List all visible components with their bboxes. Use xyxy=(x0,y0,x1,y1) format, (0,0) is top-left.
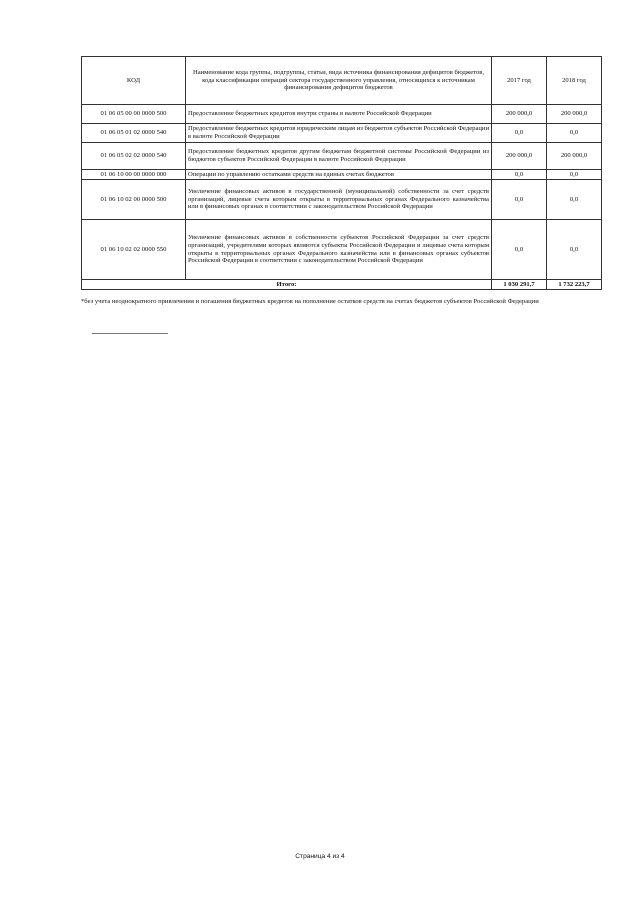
row-code: 01 06 05 02 02 0000 540 xyxy=(82,143,186,170)
row-value-2017: 0,0 xyxy=(492,124,547,143)
table-row xyxy=(82,180,602,220)
footnote: *без учета неоднократного привлечения и погашения бюджетных кредитов на пополнение остатков средств на счетах бюджетов субъектов Российской Федерации xyxy=(81,298,539,305)
row-value-2018: 0,0 xyxy=(547,220,602,280)
row-code: 01 06 05 01 02 0000 540 xyxy=(82,124,186,143)
row-value-2018: 0,0 xyxy=(547,180,602,220)
total-row xyxy=(82,280,602,290)
row-value-2017: 200 000,0 xyxy=(492,105,547,124)
table-row xyxy=(82,124,602,143)
row-name: Увеличение финансовых активов в государственной (муниципальной) собственности за счет средств организаций, лицевые счета которым открыты в территориальных органах Федерального казначейства или в финансовых органах в соответствии с законодательством Российской Федерации xyxy=(186,180,492,220)
total-value-2018: 1 732 223,7 xyxy=(547,280,602,290)
header-name: Наименование кода группы, подгруппы, статьи, вида источника финансирования дефицитов бюджетов, кода классификации операций сектора государственного управления, относящихся к источникам финансирования дефицитов бюджетов xyxy=(186,57,492,105)
budget-sources-table xyxy=(81,56,602,290)
row-code: 01 06 10 02 02 0000 550 xyxy=(82,220,186,280)
table-row xyxy=(82,220,602,280)
table-row xyxy=(82,170,602,180)
page-number: Страница 4 из 4 xyxy=(295,853,345,860)
row-value-2017: 0,0 xyxy=(492,180,547,220)
header-code: КОД xyxy=(82,57,186,105)
row-name: Увеличение финансовых активов в собственности субъектов Российской Федерации за счет средств организаций, учредителями которых являются субъекты Российской Федерации и лицевые счета которым открыты в территориальных органах Федерального казначейства или в финансовых органах субъектов Российской Федерации в соответствии с законодательством Российской Федерации xyxy=(186,220,492,280)
header-2017: 2017 год xyxy=(492,57,547,105)
row-value-2018: 200 000,0 xyxy=(547,143,602,170)
table-header-row xyxy=(82,57,602,105)
header-2018: 2018 год xyxy=(547,57,602,105)
total-label: Итого: xyxy=(82,280,492,290)
row-value-2018: 0,0 xyxy=(547,124,602,143)
row-value-2017: 200 000,0 xyxy=(492,143,547,170)
row-value-2018: 0,0 xyxy=(547,170,602,180)
row-value-2017: 0,0 xyxy=(492,220,547,280)
total-value-2017: 1 030 291,7 xyxy=(492,280,547,290)
row-code: 01 06 05 00 00 0000 500 xyxy=(82,105,186,124)
row-name: Предоставление бюджетных кредитов юридическим лицам из бюджетов субъектов Российской Федерации в валюте Российской Федерации xyxy=(186,124,492,143)
row-name: Предоставление бюджетных кредитов внутри страны в валюте Российской Федерации xyxy=(186,105,492,124)
row-value-2018: 200 000,0 xyxy=(547,105,602,124)
row-name: Предоставление бюджетных кредитов другим бюджетам бюджетной системы Российской Федерации из бюджетов субъектов Российской Федерации в валюте Российской Федерации xyxy=(186,143,492,170)
row-value-2017: 0,0 xyxy=(492,170,547,180)
table-row xyxy=(82,105,602,124)
footnote-divider xyxy=(92,333,168,334)
row-code: 01 06 10 00 00 0000 000 xyxy=(82,170,186,180)
row-code: 01 06 10 02 00 0000 500 xyxy=(82,180,186,220)
table-row xyxy=(82,143,602,170)
row-name: Операции по управлению остатками средств на единых счетах бюджетов xyxy=(186,170,492,180)
